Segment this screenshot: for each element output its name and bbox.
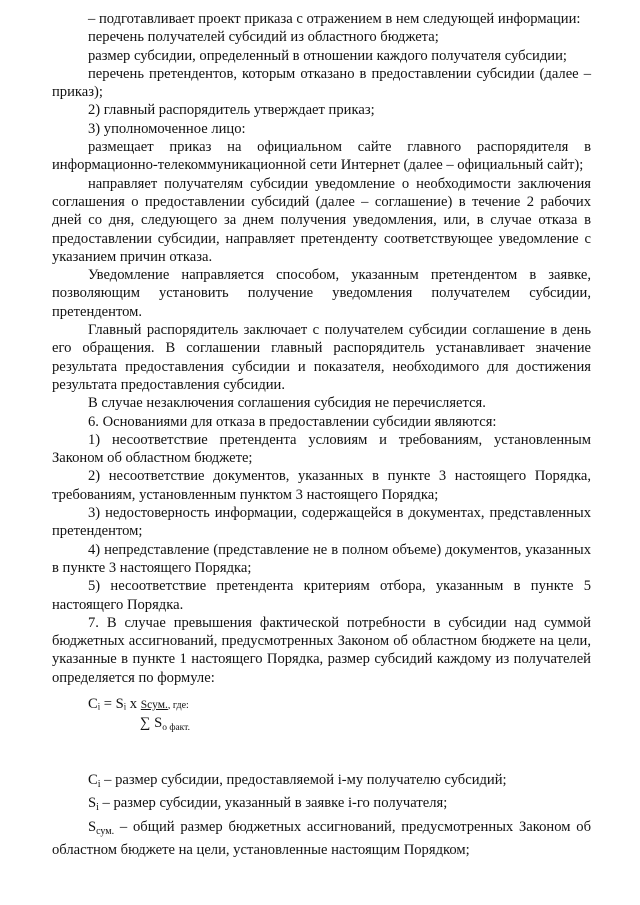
paragraph: 4) непредставление (представление не в полном объеме) документов, указанных в пункте 3 настоящего Порядка; <box>52 541 591 576</box>
paragraph: 6. Основаниями для отказа в предоставлении субсидии являются: <box>88 413 497 430</box>
paragraph: Главный распорядитель заключает с получателем субсидии соглашение в день его обращения. В соглашении главный распорядитель устанавливает значение результата предоставления субсидии и показателя, необходимого для достижения результата предоставления субсидии. <box>52 322 591 393</box>
paragraph: размер субсидии, определенный в отношении каждого получателя субсидии; <box>88 47 567 64</box>
paragraph: 5) несоответствие претендента критериям отбора, указанным в пункте 5 настоящего Порядка. <box>52 578 591 613</box>
document-body <box>52 10 591 859</box>
formula-numerator: Sсум. <box>140 698 168 711</box>
definition-ssum: $S_{сум.}$ – общий размер бюджетных ассигнований, предусмотренных Законом об областном бюджете на цели, установленные настоящим Порядком; <box>52 818 591 858</box>
paragraph: Уведомление направляется способом, указанным претендентом в заявке, позволяющим установить получение уведомления получателем субсидии, претендентом. <box>52 267 591 320</box>
paragraph: размещает приказ на официальном сайте главного распорядителя в информационно-телекоммуникационной сети Интернет (далее – официальный сайт); <box>52 139 591 174</box>
paragraph: 2) главный распорядитель утверждает приказ; <box>88 102 375 119</box>
formula-numerator-line <box>88 695 189 715</box>
paragraph: – подготавливает проект приказа с отражением в нем следующей информации: <box>88 11 581 27</box>
paragraph: 1) несоответствие претендента условиям и требованиям, установленным Законом об областном бюджете; <box>52 431 591 467</box>
formula-denominator-sub: о факт. <box>162 722 190 733</box>
paragraph: 2) несоответствие документов, указанных в пункте 3 настоящего Порядка, требованиям, установленным пунктом 3 настоящего Порядка; <box>52 468 591 503</box>
paragraph: В случае незаключения соглашения субсидия не перечисляется. <box>88 395 486 412</box>
paragraph: 7. В случае превышения фактической потребности в субсидии над суммой бюджетных ассигнований, предусмотренных Законом об областном бюджете на цели, указанные в пункте 1 настоящего Порядка, размер субсидий каждому из получателей определяется по формуле: <box>52 614 591 686</box>
paragraph: перечень получателей субсидий из областного бюджета; <box>88 29 439 46</box>
formula-lhs: Cᵢ = Sᵢ x <box>88 695 138 712</box>
sigma-symbol: ∑ <box>140 714 151 731</box>
formula-denominator <box>140 714 190 737</box>
formula-denominator-s: S <box>154 714 163 731</box>
definition-si: $S_i$ – размер субсидии, указанный в заявке i-го получателя; <box>88 795 448 814</box>
definition-ci: $C_i$ – размер субсидии, предоставляемой i-му получателю субсидий; <box>88 771 507 790</box>
paragraph: 3) уполномоченное лицо: <box>88 120 246 137</box>
formula-where: , где: <box>167 699 189 711</box>
formula <box>88 695 591 743</box>
paragraph: 3) недостоверность информации, содержащейся в документах, представленных претендентом; <box>52 505 591 540</box>
paragraph: перечень претендентов, которым отказано в предоставлении субсидии (далее –приказ); <box>52 65 591 101</box>
paragraph: направляет получателям субсидии уведомление о необходимости заключения соглашения о предоставлении субсидий (далее – соглашение) в течение 2 рабочих дней со дня, следующего за днем получения уведомления, или, в случае отказа в предоставлении субсидии, направляет претенденту соответствующее уведомление с указанием причин отказа. <box>52 175 591 265</box>
